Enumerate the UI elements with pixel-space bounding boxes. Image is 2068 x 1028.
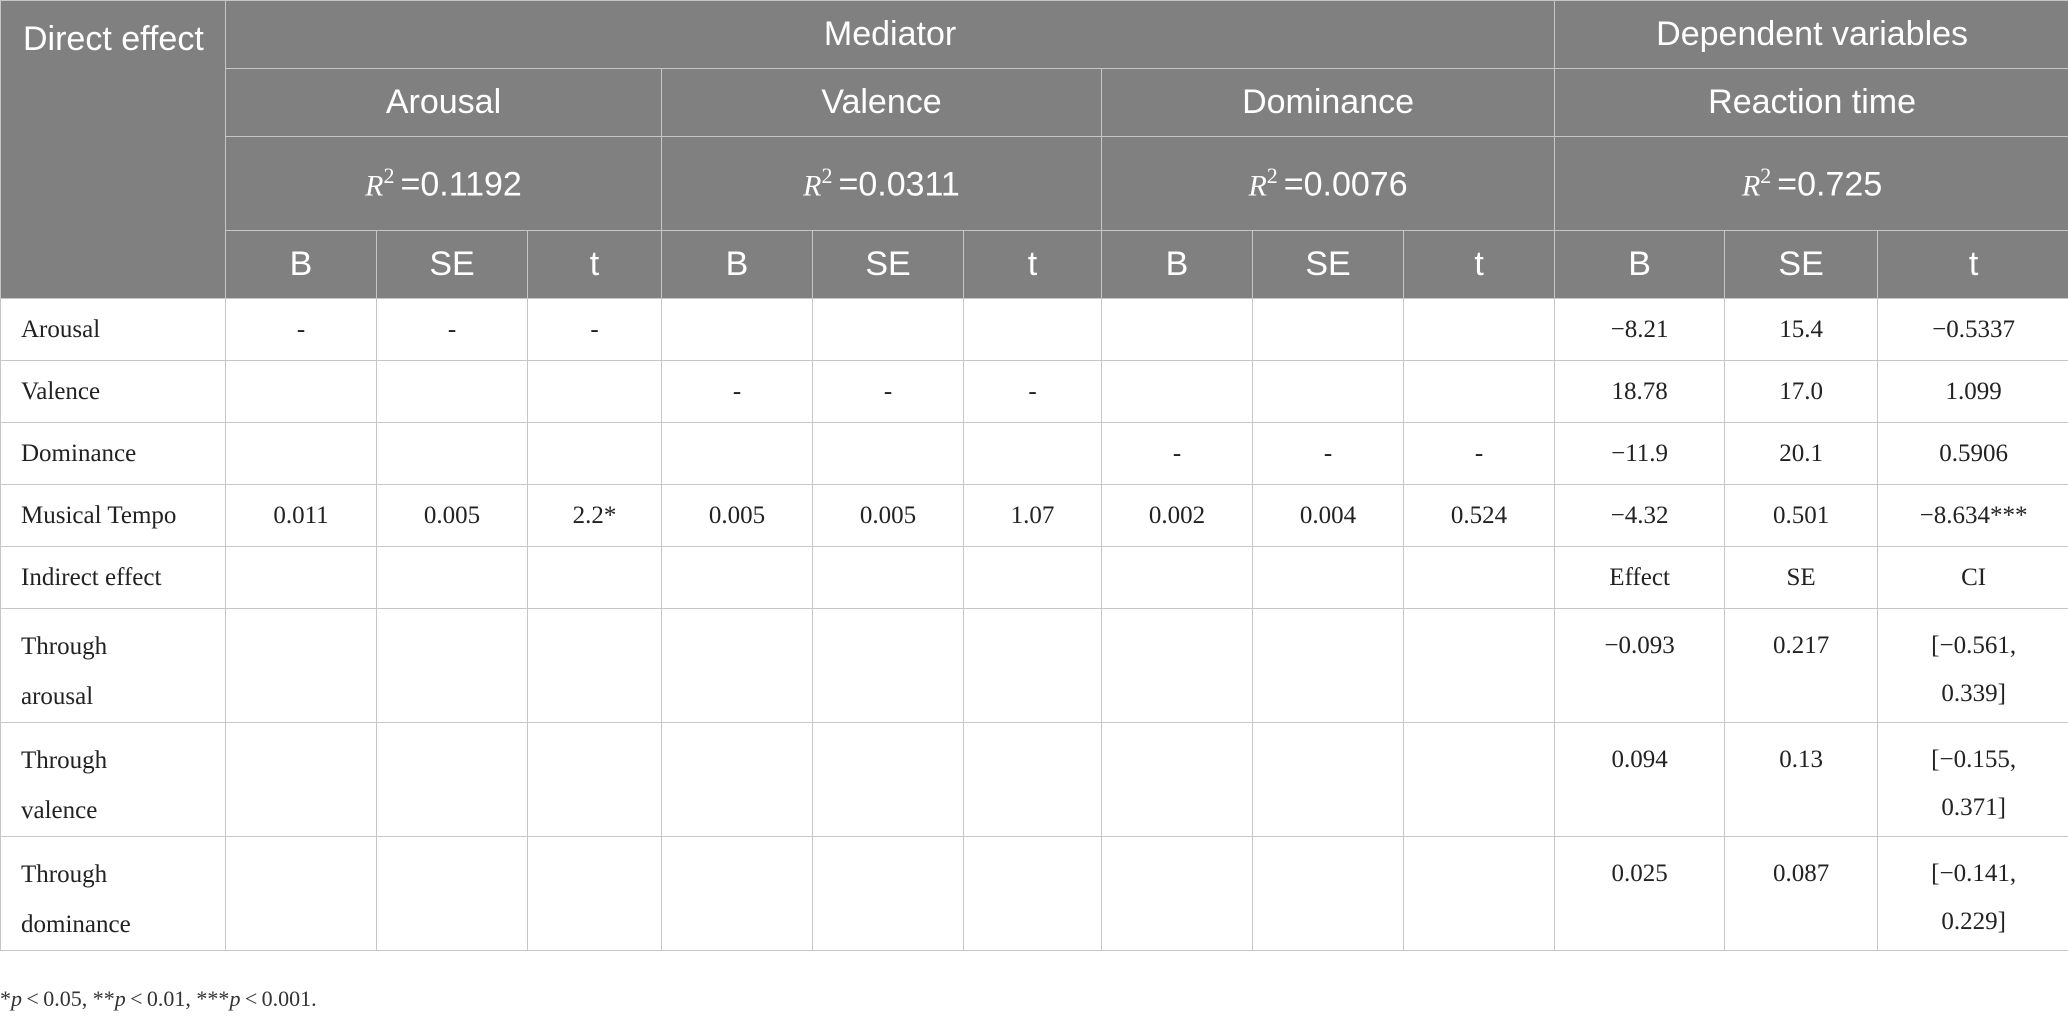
table-cell xyxy=(226,609,377,723)
col-t: t xyxy=(1404,231,1555,299)
ci-lower: [−0.561, xyxy=(1931,632,2017,659)
table-cell: 2.2* xyxy=(528,485,662,547)
table-cell xyxy=(964,723,1102,837)
table-cell xyxy=(377,723,528,837)
table-cell: - xyxy=(964,361,1102,423)
table-cell: - xyxy=(1404,423,1555,485)
row-label-line: arousal xyxy=(21,683,94,710)
table-cell: 0.005 xyxy=(662,485,813,547)
table-cell xyxy=(964,609,1102,723)
row-label: Dominance xyxy=(1,423,226,485)
table-cell xyxy=(1102,609,1253,723)
r2-symbol: R xyxy=(803,169,822,203)
table-cell: 0.087 xyxy=(1725,837,1878,951)
valence-group-header: Valence xyxy=(662,69,1102,137)
col-b: B xyxy=(662,231,813,299)
table-cell xyxy=(528,723,662,837)
table-cell xyxy=(1102,299,1253,361)
table-cell: 0.005 xyxy=(813,485,964,547)
table-cell xyxy=(1102,837,1253,951)
table-cell: - xyxy=(813,361,964,423)
table-cell xyxy=(1404,837,1555,951)
ci-upper: 0.229] xyxy=(1941,908,2006,935)
col-b: B xyxy=(1102,231,1253,299)
col-b: B xyxy=(226,231,377,299)
table-row xyxy=(1,837,2068,951)
ci-lower: [−0.141, xyxy=(1931,860,2017,887)
table-cell xyxy=(964,423,1102,485)
r2-reaction-time xyxy=(1555,137,2068,231)
table-cell xyxy=(1253,609,1404,723)
table-cell: - xyxy=(226,299,377,361)
table-cell xyxy=(1253,723,1404,837)
table-row xyxy=(1,361,2068,423)
r2-exponent: 2 xyxy=(1266,162,1278,188)
table-cell: −8.634*** xyxy=(1878,485,2068,547)
table-cell: 0.005 xyxy=(377,485,528,547)
col-se: SE xyxy=(377,231,528,299)
table-cell xyxy=(377,547,528,609)
table-cell xyxy=(964,299,1102,361)
table-row xyxy=(1,299,2068,361)
col-b: B xyxy=(1555,231,1725,299)
table-cell xyxy=(1253,547,1404,609)
row-label xyxy=(1,609,226,723)
direct-effect-header: Direct effect xyxy=(1,1,226,299)
row-label xyxy=(1,837,226,951)
dependent-variables-header: Dependent variables xyxy=(1555,1,2068,69)
table-cell xyxy=(377,837,528,951)
table-cell: −8.21 xyxy=(1555,299,1725,361)
table-cell xyxy=(377,423,528,485)
table-cell xyxy=(377,609,528,723)
table-cell xyxy=(528,837,662,951)
table-cell: 15.4 xyxy=(1725,299,1878,361)
table-cell: 0.002 xyxy=(1102,485,1253,547)
footnote-p: p xyxy=(114,986,126,1011)
table-cell xyxy=(813,609,964,723)
table-cell: - xyxy=(1102,423,1253,485)
table-cell: Effect xyxy=(1555,547,1725,609)
footnote-text: * xyxy=(0,986,11,1011)
table-row xyxy=(1,547,2068,609)
table-cell: - xyxy=(662,361,813,423)
table-cell: 0.025 xyxy=(1555,837,1725,951)
mediator-header: Mediator xyxy=(226,1,1555,69)
table-cell xyxy=(813,547,964,609)
r2-value: =0.0311 xyxy=(838,165,960,204)
ci-lower: [−0.155, xyxy=(1931,746,2017,773)
table-cell: 0.501 xyxy=(1725,485,1878,547)
table-row xyxy=(1,609,2068,723)
arousal-group-header: Arousal xyxy=(226,69,662,137)
table-cell: −0.093 xyxy=(1555,609,1725,723)
table-cell: 0.5906 xyxy=(1878,423,2068,485)
table-cell xyxy=(813,723,964,837)
col-t: t xyxy=(1878,231,2068,299)
col-se: SE xyxy=(1725,231,1878,299)
ci-cell xyxy=(1878,837,2068,951)
table-cell: 0.217 xyxy=(1725,609,1878,723)
table-cell xyxy=(1253,361,1404,423)
table-cell xyxy=(226,837,377,951)
table-cell xyxy=(528,609,662,723)
table-cell xyxy=(1404,547,1555,609)
table-cell xyxy=(1102,723,1253,837)
row-label-line: dominance xyxy=(21,911,131,938)
table-cell xyxy=(226,423,377,485)
table-cell xyxy=(662,547,813,609)
r2-dominance xyxy=(1102,137,1555,231)
table-cell xyxy=(226,723,377,837)
r2-symbol: R xyxy=(1741,169,1761,203)
r2-symbol: R xyxy=(1248,169,1267,203)
table-cell xyxy=(1404,361,1555,423)
row-label: Musical Tempo xyxy=(1,485,226,547)
table-cell: 0.004 xyxy=(1253,485,1404,547)
row-label-line: Through xyxy=(21,633,108,660)
row-label: Indirect effect xyxy=(1,547,226,609)
footnote-p: p xyxy=(11,986,22,1011)
table-cell: −0.5337 xyxy=(1878,299,2068,361)
r2-value: =0.0076 xyxy=(1283,165,1408,204)
table-cell xyxy=(964,547,1102,609)
table-cell: 17.0 xyxy=(1725,361,1878,423)
r2-valence xyxy=(662,137,1102,231)
table-row xyxy=(1,723,2068,837)
row-label: Arousal xyxy=(1,299,226,361)
table-cell xyxy=(813,837,964,951)
r2-exponent: 2 xyxy=(1760,162,1772,188)
table-row xyxy=(1,485,2068,547)
footnote-p: p xyxy=(229,986,241,1011)
row-label-line: Through xyxy=(21,861,108,888)
r2-value: =0.725 xyxy=(1777,165,1883,204)
footnote-text: < 0.001. xyxy=(240,986,317,1011)
table-cell: - xyxy=(1253,423,1404,485)
row-label xyxy=(1,723,226,837)
table-cell xyxy=(1404,723,1555,837)
r2-arousal xyxy=(226,137,662,231)
table-cell xyxy=(662,609,813,723)
col-t: t xyxy=(964,231,1102,299)
table-cell xyxy=(662,837,813,951)
table-cell: SE xyxy=(1725,547,1878,609)
table-cell xyxy=(226,361,377,423)
col-se: SE xyxy=(1253,231,1404,299)
table-cell xyxy=(226,547,377,609)
ci-cell xyxy=(1878,609,2068,723)
table-cell: 0.094 xyxy=(1555,723,1725,837)
ci-cell xyxy=(1878,723,2068,837)
table-cell: −11.9 xyxy=(1555,423,1725,485)
table-cell: - xyxy=(528,299,662,361)
table-cell: 1.099 xyxy=(1878,361,2068,423)
table-cell xyxy=(1102,547,1253,609)
row-label-line: Through xyxy=(21,747,108,774)
table-cell: 18.78 xyxy=(1555,361,1725,423)
table-cell: 20.1 xyxy=(1725,423,1878,485)
table-cell: 0.13 xyxy=(1725,723,1878,837)
table-cell: 1.07 xyxy=(964,485,1102,547)
row-label-line: valence xyxy=(21,797,98,824)
dominance-group-header: Dominance xyxy=(1102,69,1555,137)
table-cell: 0.011 xyxy=(226,485,377,547)
table-cell: 0.524 xyxy=(1404,485,1555,547)
row-label: Valence xyxy=(1,361,226,423)
table-cell xyxy=(662,299,813,361)
table-cell xyxy=(964,837,1102,951)
table-cell xyxy=(1404,299,1555,361)
table-cell xyxy=(1102,361,1253,423)
ci-upper: 0.339] xyxy=(1941,680,2006,707)
table-row xyxy=(1,423,2068,485)
col-t: t xyxy=(528,231,662,299)
table-cell xyxy=(528,547,662,609)
r2-symbol: R xyxy=(365,169,384,203)
table-cell xyxy=(662,423,813,485)
reaction-time-group-header: Reaction time xyxy=(1555,69,2068,137)
table-cell xyxy=(1253,837,1404,951)
table-cell xyxy=(528,423,662,485)
table-cell xyxy=(528,361,662,423)
table-cell: - xyxy=(377,299,528,361)
table-cell xyxy=(813,299,964,361)
table-cell: CI xyxy=(1878,547,2068,609)
col-se: SE xyxy=(813,231,964,299)
table-cell xyxy=(662,723,813,837)
table-cell xyxy=(1404,609,1555,723)
significance-footnote xyxy=(0,986,317,1012)
table-cell: −4.32 xyxy=(1555,485,1725,547)
r2-value: =0.1192 xyxy=(400,165,522,204)
table-cell xyxy=(813,423,964,485)
table-cell xyxy=(1253,299,1404,361)
r2-exponent: 2 xyxy=(383,162,395,188)
r2-exponent: 2 xyxy=(821,162,833,188)
ci-upper: 0.371] xyxy=(1941,794,2006,821)
footnote-text: < 0.01, *** xyxy=(125,986,230,1011)
table-cell xyxy=(377,361,528,423)
footnote-text: < 0.05, ** xyxy=(22,986,115,1011)
